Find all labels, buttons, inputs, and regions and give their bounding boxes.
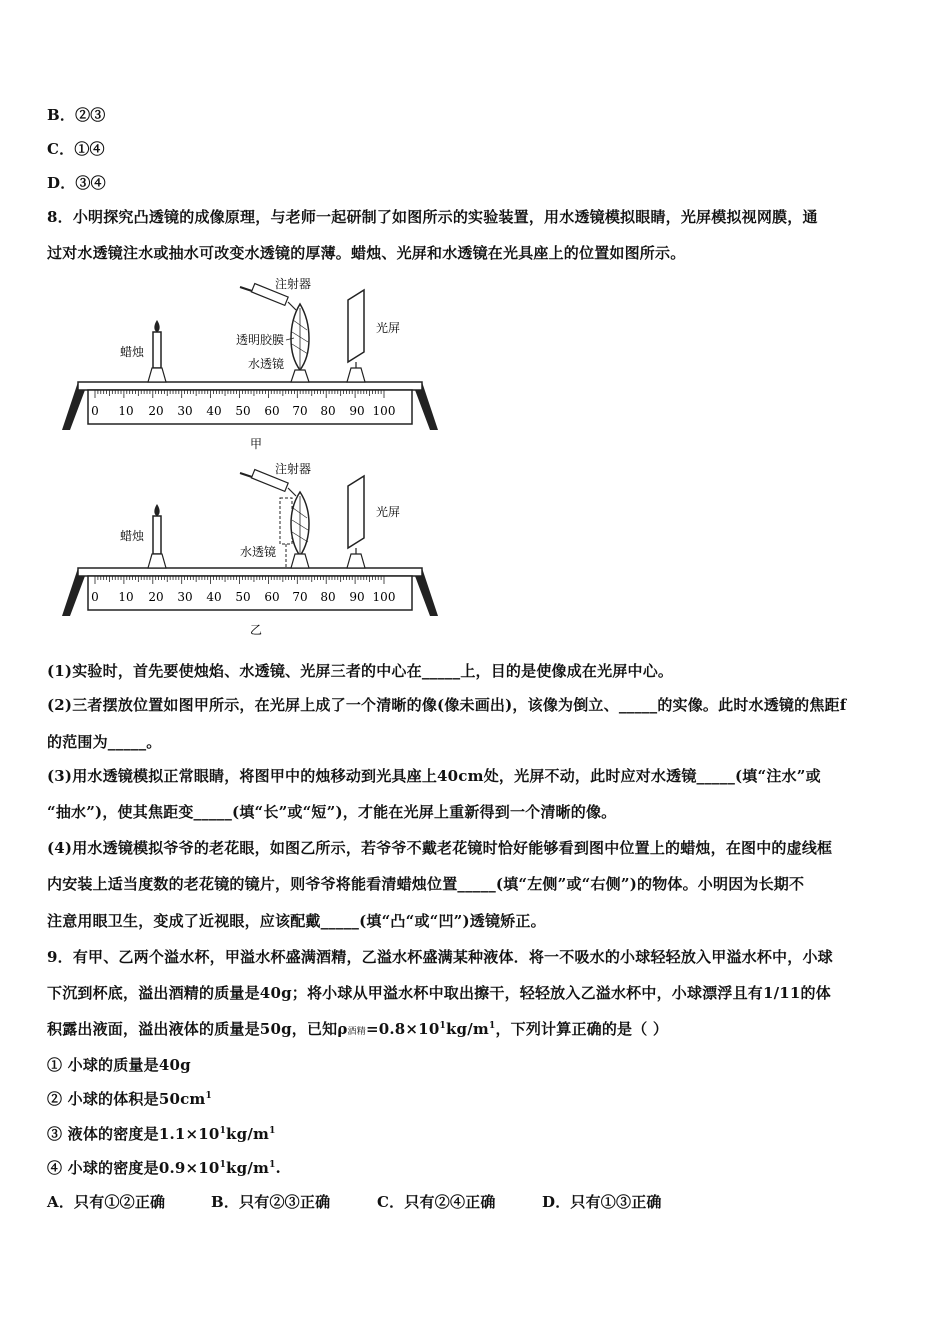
- q9-line2: 下沉到杯底，溢出酒精的质量是40g；将小球从甲溢水杯中取出擦干，轻轻放入乙溢水杯中，小球漂浮且有1/11的体: [47, 984, 831, 1002]
- tick-label: 10: [118, 404, 134, 418]
- tick-label: 100: [372, 590, 396, 604]
- syringe-label: 注射器: [275, 462, 312, 476]
- q8-part4-line1: (4)用水透镜模拟爷爷的老花眼，如图乙所示，若爷爷不戴老花镜时恰好能够看到图中位置上的蜡烛，在图中的虚线框: [47, 839, 833, 857]
- superscript: 1: [488, 1021, 496, 1031]
- optical-bench-jia: [60, 270, 450, 455]
- option-d: D．③④: [47, 174, 106, 192]
- option-b: B．②③: [47, 106, 106, 124]
- bench-rail: [78, 568, 422, 576]
- tick-label: 0: [91, 404, 99, 418]
- superscript: 1: [219, 1160, 227, 1170]
- q8-stem-line2: 过对水透镜注水或抽水可改变水透镜的厚薄。蜡烛、光屏和水透镜在光具座上的位置如图所示。: [47, 244, 686, 262]
- tick-label: 40: [206, 590, 222, 604]
- light-screen: [347, 476, 365, 568]
- q8-part2-line2: 的范围为_____。: [47, 733, 162, 751]
- light-screen: [347, 290, 365, 382]
- tick-label: 80: [320, 404, 336, 418]
- q9-statement-4: [47, 1157, 281, 1178]
- superscript: 1: [439, 1021, 446, 1031]
- tick-label: 30: [177, 404, 193, 418]
- bench-rail: [78, 382, 422, 390]
- q9-option-c: C．只有②④正确: [377, 1193, 496, 1211]
- q8-stem-line1: 8．小明探究凸透镜的成像原理，与老师一起研制了如图所示的实验装置，用水透镜模拟眼睛，光屏模拟视网膜，通: [47, 208, 818, 226]
- tick-label: 80: [320, 590, 336, 604]
- optical-bench-yi: [60, 458, 450, 643]
- tick-label: 0: [91, 590, 99, 604]
- tick-label: 10: [118, 590, 134, 604]
- superscript: 1: [269, 1126, 276, 1136]
- tick-label: 30: [177, 590, 193, 604]
- figure-jia: [60, 270, 450, 459]
- statement-text: ③ 液体的密度是1.1×10: [47, 1125, 220, 1143]
- q9-line3-text: 积露出液面，溢出液体的质量是50g，已知ρ: [47, 1020, 348, 1038]
- q9-line3: [47, 1018, 668, 1039]
- lens-label: 水透镜: [240, 545, 277, 559]
- statement-text: kg/m: [226, 1159, 270, 1177]
- q8-part3-line1: (3)用水透镜模拟正常眼睛，将图甲中的烛移动到光具座上40cm处，光屏不动，此时应对水透镜_____(填“注水”或: [47, 767, 821, 785]
- statement-text: ② 小球的体积是50cm: [47, 1090, 206, 1108]
- q8-part4-line3: 注意用眼卫生，变成了近视眼，应该配戴_____(填“凸“或“凹”)透镜矫正。: [47, 912, 546, 930]
- syringe-label: 注射器: [275, 277, 312, 291]
- screen-label: 光屏: [376, 321, 401, 335]
- figure-caption: 乙: [250, 623, 263, 637]
- candle-label: 蜡烛: [120, 529, 145, 543]
- candle-label: 蜡烛: [120, 345, 145, 359]
- water-lens: [291, 304, 309, 382]
- superscript: 1: [219, 1126, 227, 1136]
- q9-line3-text: =0.8×10: [365, 1020, 440, 1038]
- option-c: C．①④: [47, 140, 105, 158]
- q9-option-d: D．只有①③正确: [542, 1193, 662, 1211]
- tick-label: 90: [349, 404, 365, 418]
- figure-yi: [60, 458, 450, 647]
- q8-part2-line1: (2)三者摆放位置如图甲所示，在光屏上成了一个清晰的像(像未画出)，该像为倒立、_____的实像。此时水透镜的焦距f: [47, 696, 847, 714]
- superscript: 1: [269, 1160, 276, 1170]
- tick-label: 40: [206, 404, 222, 418]
- q9-statement-1: ① 小球的质量是40g: [47, 1056, 191, 1074]
- subscript: 酒精: [347, 1027, 366, 1037]
- candle: [148, 320, 166, 382]
- superscript: 1: [205, 1091, 212, 1101]
- tick-label: 20: [148, 404, 164, 418]
- q8-part1: (1)实验时，首先要使烛焰、水透镜、光屏三者的中心在_____上，目的是使像成在光屏中心。: [47, 662, 674, 680]
- tick-label: 50: [235, 404, 251, 418]
- tick-label: 20: [148, 590, 164, 604]
- tick-label: 90: [349, 590, 365, 604]
- figure-caption: 甲: [250, 437, 263, 451]
- tick-label: 50: [235, 590, 251, 604]
- tick-label: 70: [292, 404, 308, 418]
- film-label: 透明胶膜: [236, 333, 285, 347]
- candle: [148, 504, 166, 568]
- q9-option-b: B．只有②③正确: [211, 1193, 331, 1211]
- lens-label: 水透镜: [248, 357, 285, 371]
- q9-statement-2: [47, 1088, 212, 1109]
- q8-part4-line2: 内安装上适当度数的老花镜的镜片，则爷爷将能看清蜡烛位置_____(填“左侧”或“右侧”)的物体。小明因为长期不: [47, 875, 805, 893]
- q9-line3-text: ，下列计算正确的是（ ）: [495, 1020, 669, 1038]
- q9-statement-3: [47, 1123, 276, 1144]
- q9-line3-text: kg/m: [445, 1020, 489, 1038]
- q8-part3-line2: “抽水”)，使其焦距变_____(填“长”或“短”)，才能在光屏上重新得到一个清晰的像。: [47, 803, 617, 821]
- dashed-lens-frame: [280, 498, 292, 544]
- statement-text: .: [275, 1159, 281, 1177]
- water-lens: [291, 492, 309, 568]
- statement-text: ④ 小球的密度是0.9×10: [47, 1159, 220, 1177]
- q9-option-a: A．只有①②正确: [47, 1193, 166, 1211]
- q9-line1: 9．有甲、乙两个溢水杯，甲溢水杯盛满酒精，乙溢水杯盛满某种液体．将一不吸水的小球轻轻放入甲溢水杯中，小球: [47, 948, 833, 966]
- statement-text: kg/m: [226, 1125, 270, 1143]
- tick-label: 70: [292, 590, 308, 604]
- tick-label: 100: [372, 404, 396, 418]
- tick-label: 60: [264, 590, 280, 604]
- screen-label: 光屏: [376, 505, 401, 519]
- tick-label: 60: [264, 404, 280, 418]
